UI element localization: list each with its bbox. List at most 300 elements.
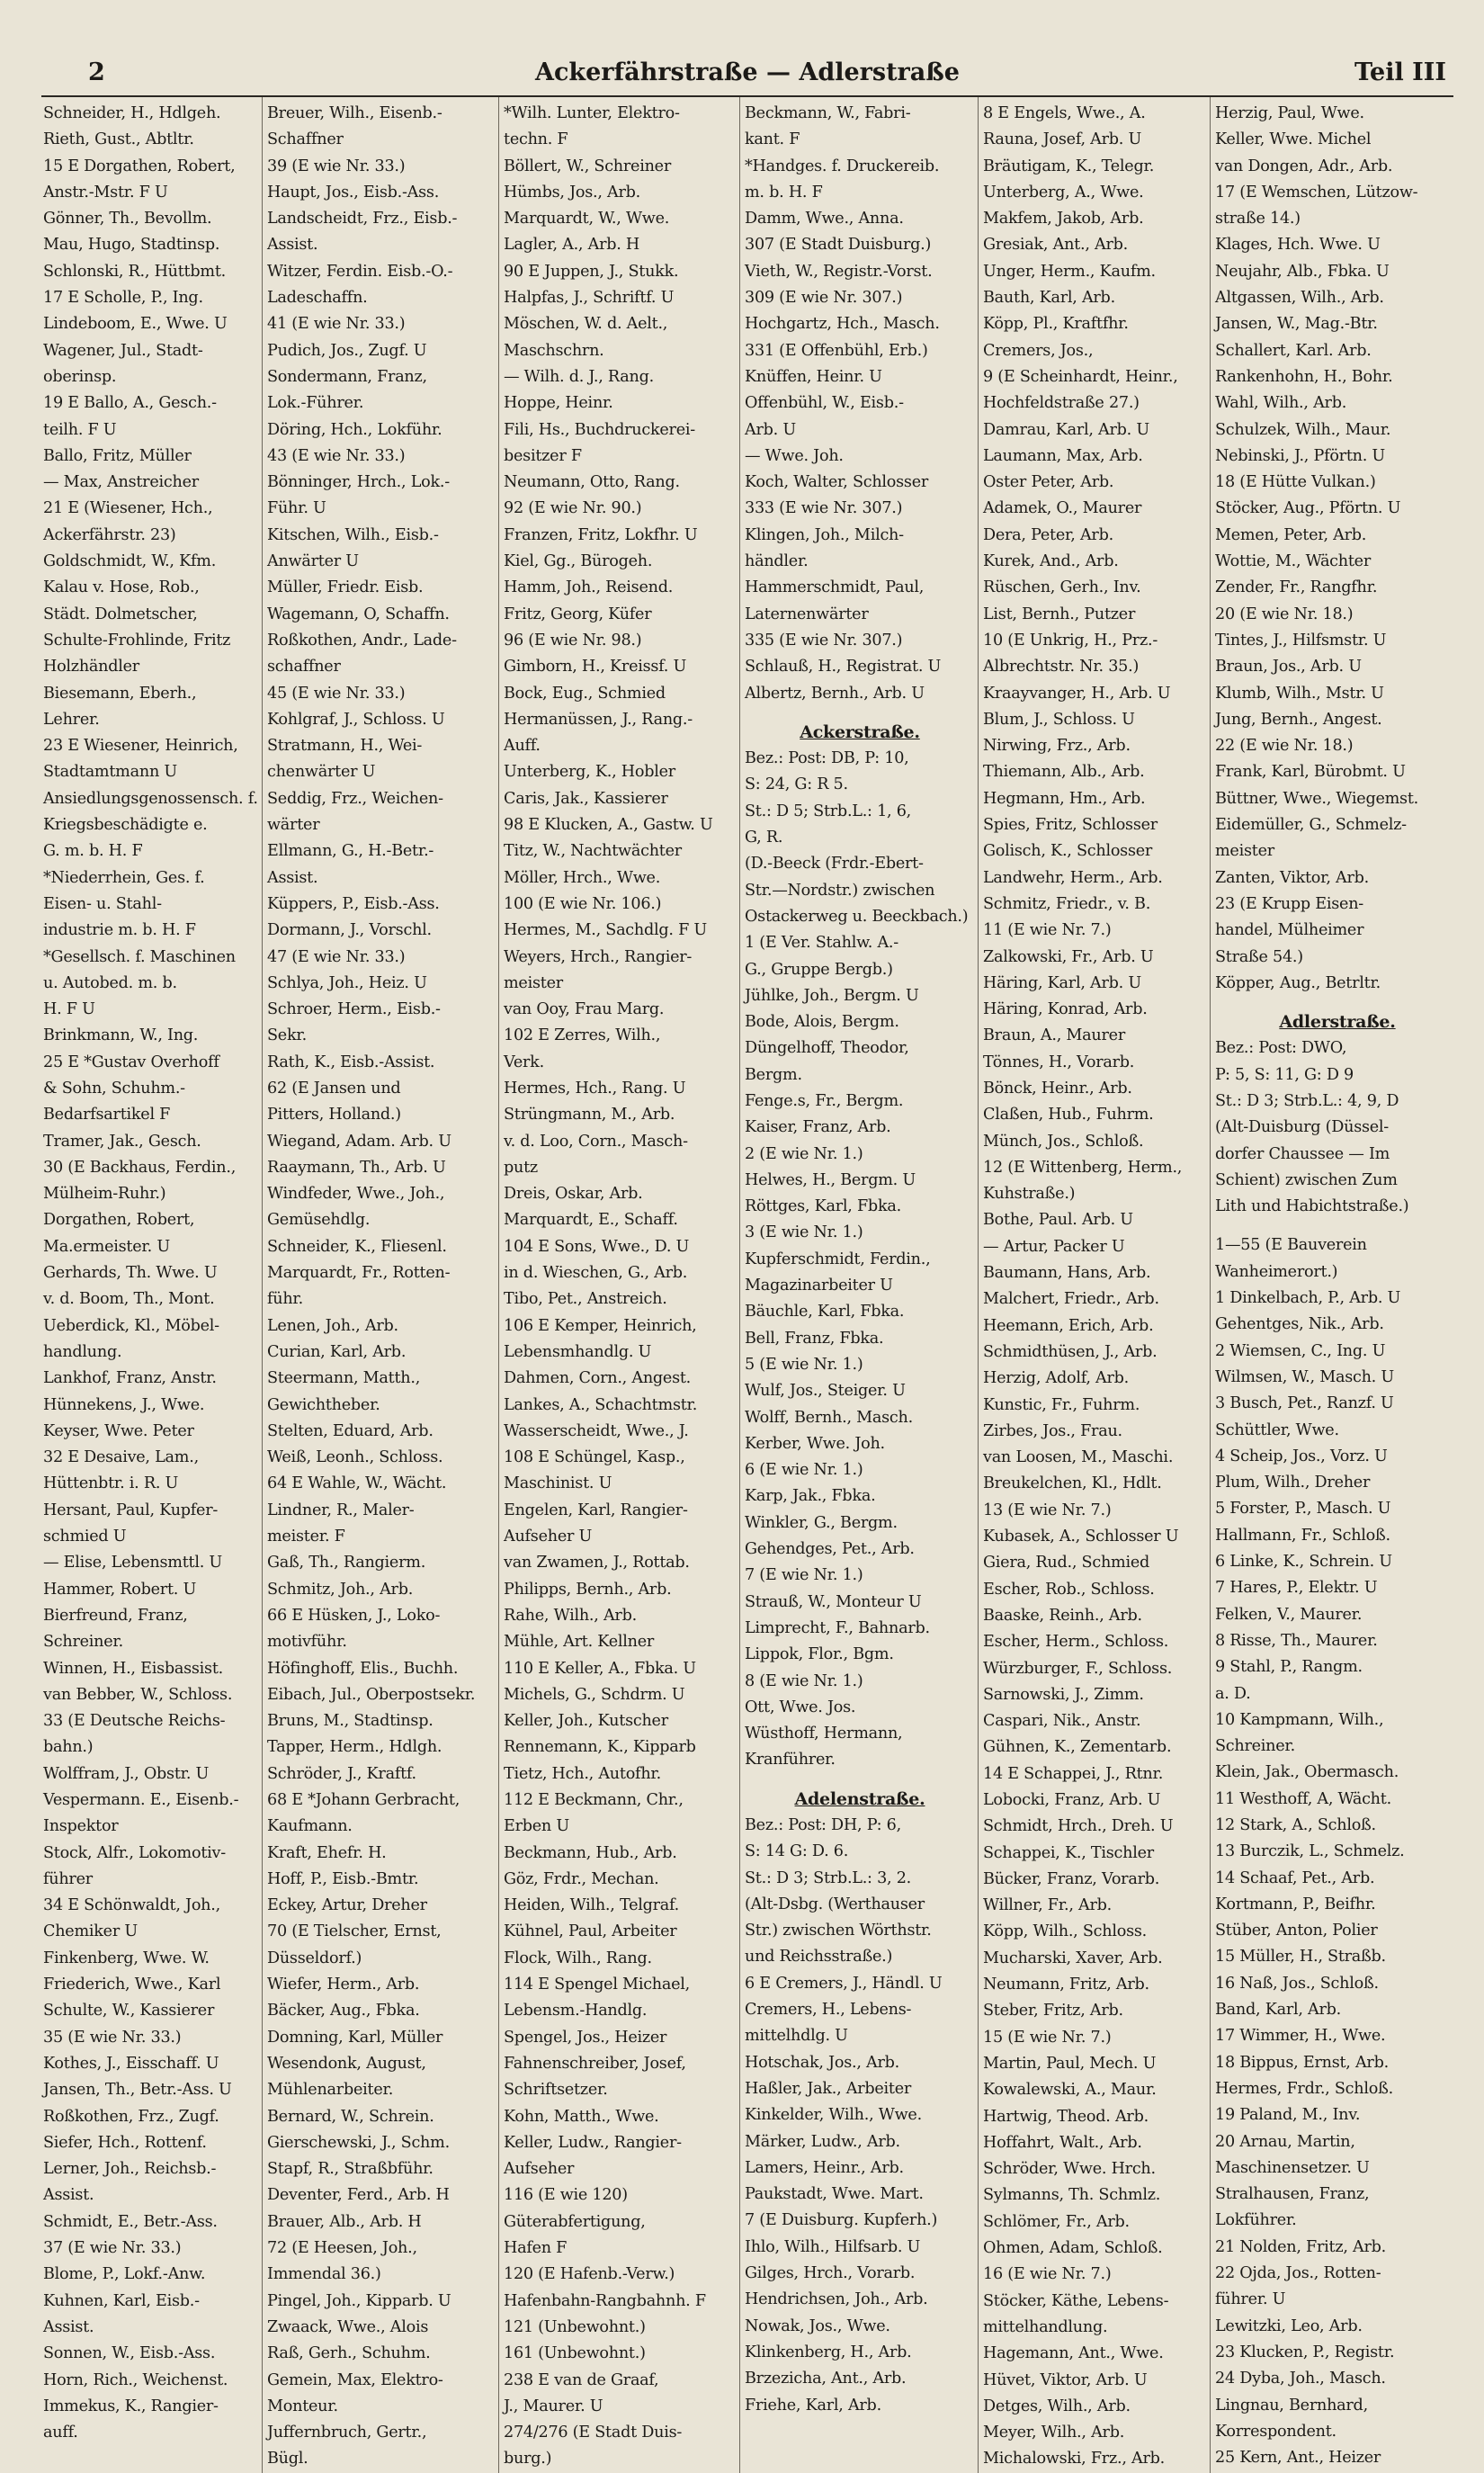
directory-entry: Bönck, Heinr., Arb. bbox=[983, 1079, 1132, 1098]
directory-entry: Baumann, Hans, Arb. bbox=[983, 1264, 1151, 1283]
directory-entry: Breuer, Wilh., Eisenb.- bbox=[267, 104, 443, 122]
directory-entry: Jühlke, Joh., Bergm. U bbox=[745, 986, 919, 1005]
directory-entry: bahn.) bbox=[43, 1738, 94, 1757]
directory-entry: Anwärter U bbox=[267, 552, 359, 571]
directory-entry: Helwes, H., Bergm. U bbox=[745, 1170, 916, 1189]
directory-entry: Adamek, O., Maurer bbox=[983, 499, 1142, 518]
directory-entry: Lankes, A., Schachtmstr. bbox=[504, 1395, 698, 1414]
directory-entry: Hafenbahn-Rangbahnh. F bbox=[504, 2291, 706, 2310]
directory-entry: 11 (E wie Nr. 7.) bbox=[983, 921, 1112, 940]
directory-entry: 35 (E wie Nr. 33.) bbox=[43, 2028, 182, 2047]
directory-entry: Damrau, Karl, Arb. U bbox=[983, 420, 1149, 439]
directory-entry: Friehe, Karl, Arb. bbox=[745, 2396, 881, 2415]
directory-entry: 21 E (Wiesener, Hch., bbox=[43, 499, 213, 518]
directory-entry: Münch, Jos., Schloß. bbox=[983, 1132, 1144, 1151]
directory-entry: St.: D 5; Strb.L.: 1, 6, bbox=[745, 802, 911, 820]
directory-entry: Rahe, Wilh., Arb. bbox=[504, 1606, 637, 1625]
directory-entry: Maschschrn. bbox=[504, 341, 604, 360]
directory-entry: Bauth, Karl, Arb. bbox=[983, 289, 1115, 308]
directory-entry: Hochgartz, Hch., Masch. bbox=[745, 315, 940, 334]
directory-entry: 106 E Kemper, Heinrich, bbox=[504, 1316, 697, 1335]
directory-entry: 7 (E wie Nr. 1.) bbox=[745, 1566, 863, 1585]
directory-entry: Kaufmann. bbox=[267, 1817, 353, 1836]
directory-entry: Schmidt, Hrch., Dreh. U bbox=[983, 1817, 1174, 1836]
directory-entry: 23 Klucken, P., Registr. bbox=[1215, 2343, 1395, 2361]
directory-entry: Hermes, Frdr., Schloß. bbox=[1215, 2079, 1393, 2098]
directory-entry: Pingel, Joh., Kipparb. U bbox=[267, 2291, 451, 2310]
directory-entry: Steermann, Matth., bbox=[267, 1369, 421, 1388]
directory-entry: Spies, Fritz, Schlosser bbox=[983, 816, 1158, 835]
directory-entry: Keyser, Wwe. Peter bbox=[43, 1421, 194, 1440]
directory-entry: Straße 54.) bbox=[1215, 947, 1303, 966]
directory-entry: Eidemüller, G., Schmelz- bbox=[1215, 816, 1407, 835]
directory-entry: 25 E *Gustav Overhoff bbox=[43, 1053, 219, 1071]
directory-entry: Aufseher bbox=[504, 2160, 575, 2179]
directory-entry: Neumann, Otto, Rang. bbox=[504, 473, 680, 492]
directory-entry: Gewichtheber. bbox=[267, 1395, 380, 1414]
directory-entry: 102 E Zerres, Wilh., bbox=[504, 1026, 661, 1045]
directory-entry: — Elise, Lebensmttl. U bbox=[43, 1554, 223, 1573]
directory-entry: Kurek, And., Arb. bbox=[983, 552, 1119, 571]
directory-entry: Kortmann, P., Beifhr. bbox=[1215, 1895, 1376, 1913]
directory-entry: 108 E Schüngel, Kasp., bbox=[504, 1448, 685, 1467]
directory-entry: 120 (E Hafenb.-Verw.) bbox=[504, 2265, 675, 2284]
directory-entry: teilh. F U bbox=[43, 420, 117, 439]
directory-entry: Malchert, Friedr., Arb. bbox=[983, 1290, 1159, 1309]
directory-entry: Lerner, Joh., Reichsb.- bbox=[43, 2160, 217, 2179]
directory-entry: industrie m. b. H. F bbox=[43, 921, 196, 940]
directory-entry: 90 E Juppen, J., Stukk. bbox=[504, 262, 679, 281]
spacer bbox=[745, 707, 975, 720]
directory-entry: 47 (E wie Nr. 33.) bbox=[267, 947, 406, 966]
directory-entry: Seddig, Frz., Weichen- bbox=[267, 789, 443, 808]
directory-entry: Gimborn, H., Kreissf. U bbox=[504, 658, 687, 676]
directory-entry: van Ooy, Frau Marg. bbox=[504, 1000, 665, 1019]
directory-entry: motivführ. bbox=[267, 1633, 347, 1652]
directory-entry: 1—55 (E Bauverein bbox=[1215, 1236, 1367, 1255]
directory-entry: Mülheim-Ruhr.) bbox=[43, 1185, 166, 1204]
directory-entry: Kaiser, Franz, Arb. bbox=[745, 1118, 891, 1137]
directory-entry: Jansen, W., Mag.-Btr. bbox=[1215, 315, 1378, 334]
directory-entry: Breukelchen, Kl., Hdlt. bbox=[983, 1474, 1162, 1493]
directory-entry: 6 E Cremers, J., Händl. U bbox=[745, 1974, 943, 1993]
directory-entry: Hartwig, Theod. Arb. bbox=[983, 2107, 1149, 2126]
directory-entry: Lewitzki, Leo, Arb. bbox=[1215, 2316, 1363, 2335]
directory-entry: Mühle, Art. Kellner bbox=[504, 1633, 655, 1652]
directory-entry: straße 14.) bbox=[1215, 210, 1301, 228]
directory-entry: Philipps, Bernh., Arb. bbox=[504, 1580, 672, 1599]
directory-entry: Ballo, Fritz, Müller bbox=[43, 446, 192, 465]
directory-entry: 23 (E Krupp Eisen- bbox=[1215, 894, 1363, 913]
directory-entry: 9 (E Scheinhardt, Heinr., bbox=[983, 367, 1178, 386]
directory-entry: Klages, Hch. Wwe. U bbox=[1215, 236, 1381, 255]
directory-entry: Marquardt, W., Wwe. bbox=[504, 210, 670, 228]
directory-entry: Würzburger, F., Schloss. bbox=[983, 1659, 1173, 1678]
directory-entry: Schmidt, E., Betr.-Ass. bbox=[43, 2212, 218, 2231]
directory-entry: Küppers, P., Eisb.-Ass. bbox=[267, 894, 440, 913]
directory-entry: Bell, Franz, Fbka. bbox=[745, 1329, 884, 1348]
directory-entry: 41 (E wie Nr. 33.) bbox=[267, 315, 406, 334]
column-6 bbox=[1210, 97, 1462, 2473]
directory-entry: Verk. bbox=[504, 1053, 544, 1071]
directory-entry: Maschinensetzer. U bbox=[1215, 2158, 1370, 2177]
directory-entry: Claßen, Hub., Fuhrm. bbox=[983, 1106, 1154, 1124]
directory-entry: Chemiker U bbox=[43, 1922, 138, 1941]
page-header bbox=[41, 52, 1453, 97]
directory-entry: Paukstadt, Wwe. Mart. bbox=[745, 2185, 924, 2204]
directory-entry: Köpper, Aug., Betrltr. bbox=[1215, 973, 1381, 992]
directory-entry: 39 (E wie Nr. 33.) bbox=[267, 157, 406, 175]
column-5 bbox=[978, 97, 1210, 2473]
directory-entry: Kohn, Matth., Wwe. bbox=[504, 2107, 659, 2126]
directory-entry: 37 (E wie Nr. 33.) bbox=[43, 2239, 182, 2258]
directory-entry: Häring, Karl, Arb. U bbox=[983, 973, 1141, 992]
directory-entry: Wulf, Jos., Steiger. U bbox=[745, 1382, 906, 1401]
directory-entry: — Max, Anstreicher bbox=[43, 473, 199, 492]
directory-entry: 6 Linke, K., Schrein. U bbox=[1215, 1553, 1392, 1572]
directory-entry: Gönner, Th., Bevollm. bbox=[43, 210, 212, 228]
directory-entry: Heemann, Erich, Arb. bbox=[983, 1316, 1154, 1335]
directory-entry: Domning, Karl, Müller bbox=[267, 2028, 443, 2047]
directory-entry: 5 (E wie Nr. 1.) bbox=[745, 1355, 863, 1374]
directory-entry: Schreiner. bbox=[1215, 1737, 1295, 1756]
directory-columns bbox=[41, 97, 1453, 2469]
directory-entry: Hermanüssen, J., Rang.- bbox=[504, 710, 693, 729]
directory-entry: Marquardt, E., Schaff. bbox=[504, 1211, 678, 1230]
directory-entry: Jung, Bernh., Angest. bbox=[1215, 710, 1382, 729]
directory-entry: Lok.-Führer. bbox=[267, 394, 364, 413]
directory-entry: wärter bbox=[267, 816, 320, 835]
directory-entry: kant. F bbox=[745, 130, 800, 149]
directory-entry: Caris, Jak., Kassierer bbox=[504, 789, 668, 808]
directory-entry: Ma.ermeister. U bbox=[43, 1237, 170, 1256]
directory-entry: v. d. Boom, Th., Mont. bbox=[43, 1290, 215, 1309]
directory-entry: Hammerschmidt, Paul, bbox=[745, 578, 925, 597]
directory-entry: 307 (E Stadt Duisburg.) bbox=[745, 236, 932, 255]
directory-entry: Curian, Karl, Arb. bbox=[267, 1342, 407, 1361]
directory-entry: 15 (E wie Nr. 7.) bbox=[983, 2028, 1112, 2047]
directory-entry: Hegmann, Hm., Arb. bbox=[983, 789, 1146, 808]
directory-entry: Dorgathen, Robert, bbox=[43, 1211, 195, 1230]
directory-entry: Wagemann, O, Schaffn. bbox=[267, 605, 450, 623]
directory-entry: Blum, J., Schloss. U bbox=[983, 710, 1135, 729]
directory-entry: Kinkelder, Wilh., Wwe. bbox=[745, 2106, 922, 2125]
directory-entry: Tramer, Jak., Gesch. bbox=[43, 1132, 201, 1151]
directory-entry: Hüttenbtr. i. R. U bbox=[43, 1474, 179, 1493]
directory-entry: 104 E Sons, Wwe., D. U bbox=[504, 1237, 690, 1256]
directory-entry: Kitschen, Wilh., Eisb.- bbox=[267, 525, 439, 544]
directory-entry: Mühlenarbeiter. bbox=[267, 2081, 394, 2100]
directory-entry: Maschinist. U bbox=[504, 1474, 612, 1493]
directory-entry: 4 Scheip, Jos., Vorz. U bbox=[1215, 1447, 1388, 1465]
directory-entry: 34 E Schönwaldt, Joh., bbox=[43, 1896, 220, 1915]
directory-entry: 11 Westhoff, A, Wächt. bbox=[1215, 1789, 1391, 1808]
column-3 bbox=[498, 97, 739, 2473]
directory-entry: Neumann, Fritz, Arb. bbox=[983, 1976, 1149, 1994]
directory-entry: Röttges, Karl, Fbka. bbox=[745, 1197, 901, 1216]
directory-entry: Str.) zwischen Wörthstr. bbox=[745, 1922, 932, 1940]
directory-entry: Rieth, Gust., Abtltr. bbox=[43, 130, 194, 149]
directory-entry: Hoppe, Heinr. bbox=[504, 394, 613, 413]
directory-entry: — Wwe. Joh. bbox=[745, 446, 844, 465]
directory-entry: Willner, Fr., Arb. bbox=[983, 1896, 1112, 1915]
directory-entry: Bode, Alois, Bergm. bbox=[745, 1013, 899, 1032]
directory-entry: Kriegsbeschädigte e. bbox=[43, 816, 208, 835]
directory-entry: Felken, V., Maurer. bbox=[1215, 1605, 1363, 1624]
directory-entry: burg.) bbox=[504, 2450, 552, 2469]
directory-entry: Lamers, Heinr., Arb. bbox=[745, 2158, 904, 2177]
directory-entry: v. d. Loo, Corn., Masch- bbox=[504, 1132, 688, 1151]
directory-entry: Immendal 36.) bbox=[267, 2265, 381, 2284]
directory-entry: & Sohn, Schuhm.- bbox=[43, 1079, 185, 1098]
directory-entry: Limprecht, F., Bahnarb. bbox=[745, 1618, 930, 1637]
directory-entry: 20 Arnau, Martin, bbox=[1215, 2132, 1355, 2151]
directory-entry: Korrespondent. bbox=[1215, 2422, 1336, 2441]
directory-entry: Plum, Wilh., Dreher bbox=[1215, 1474, 1371, 1492]
directory-entry: Gerhards, Th. Wwe. U bbox=[43, 1264, 218, 1283]
directory-entry: Roßkothen, Frz., Zugf. bbox=[43, 2107, 219, 2126]
directory-entry: Stadtamtmann U bbox=[43, 763, 177, 782]
directory-entry: Schröder, J., Kraftf. bbox=[267, 1764, 416, 1783]
directory-entry: Landwehr, Herm., Arb. bbox=[983, 868, 1163, 887]
directory-entry: Strüngmann, M., Arb. bbox=[504, 1106, 675, 1124]
directory-entry: Braun, A., Maurer bbox=[983, 1026, 1125, 1045]
directory-entry: Karp, Jak., Fbka. bbox=[745, 1487, 876, 1506]
directory-entry: Zirbes, Jos., Frau. bbox=[983, 1421, 1122, 1440]
directory-entry: Bernard, W., Schrein. bbox=[267, 2107, 434, 2126]
directory-entry: van Loosen, M., Maschi. bbox=[983, 1448, 1174, 1467]
directory-entry: Siefer, Hch., Rottenf. bbox=[43, 2133, 207, 2152]
directory-entry: Schlauß, H., Registrat. U bbox=[745, 658, 942, 676]
directory-entry: Stralhausen, Franz, bbox=[1215, 2185, 1370, 2204]
directory-entry: Klingen, Joh., Milch- bbox=[745, 525, 904, 544]
directory-entry: Assist. bbox=[43, 2186, 94, 2205]
directory-entry: 333 (E wie Nr. 307.) bbox=[745, 499, 903, 518]
directory-entry: Wolff, Bernh., Masch. bbox=[745, 1408, 913, 1427]
directory-entry: Köpp, Pl., Kraftfhr. bbox=[983, 315, 1129, 334]
directory-entry: Städt. Dolmetscher, bbox=[43, 605, 198, 623]
directory-entry: Monteur. bbox=[267, 2397, 338, 2415]
directory-entry: m. b. H. F bbox=[745, 183, 823, 202]
directory-entry: Hünnekens, J., Wwe. bbox=[43, 1395, 205, 1414]
directory-entry: Golisch, K., Schlosser bbox=[983, 842, 1153, 861]
directory-entry: Haupt, Jos., Eisb.-Ass. bbox=[267, 183, 440, 202]
directory-entry: Hermes, M., Sachdlg. F U bbox=[504, 921, 707, 940]
directory-entry: Hoffahrt, Walt., Arb. bbox=[983, 2133, 1142, 2152]
directory-entry: Schlömer, Fr., Arb. bbox=[983, 2212, 1130, 2231]
directory-entry: Lingnau, Bernhard, bbox=[1215, 2396, 1368, 2415]
directory-entry: putz bbox=[504, 1158, 538, 1177]
directory-entry: Tintes, J., Hilfsmstr. U bbox=[1215, 631, 1387, 650]
directory-entry: Köpp, Wilh., Schloss. bbox=[983, 1922, 1147, 1941]
directory-entry: Inspektor bbox=[43, 1817, 119, 1836]
directory-entry: van Bebber, W., Schloss. bbox=[43, 1685, 233, 1704]
directory-entry: Kühnel, Paul, Arbeiter bbox=[504, 1922, 677, 1941]
directory-entry: Steber, Fritz, Arb. bbox=[983, 2002, 1123, 2021]
directory-entry: Bügl. bbox=[267, 2450, 308, 2469]
directory-entry: Lankhof, Franz, Anstr. bbox=[43, 1369, 217, 1388]
directory-entry: auff. bbox=[43, 2424, 78, 2442]
directory-entry: Halpfas, J., Schriftf. U bbox=[504, 289, 675, 308]
directory-entry: Lagler, A., Arb. H bbox=[504, 236, 640, 255]
directory-entry: Fili, Hs., Buchdruckerei- bbox=[504, 420, 695, 439]
directory-entry: Meyer, Wilh., Arb. bbox=[983, 2424, 1125, 2442]
directory-entry: handel, Mülheimer bbox=[1215, 921, 1364, 940]
directory-entry: 66 E Hüsken, J., Loko- bbox=[267, 1606, 441, 1625]
directory-entry: Kiel, Gg., Bürogeh. bbox=[504, 552, 653, 571]
directory-entry: (Alt-Duisburg (Düssel- bbox=[1215, 1118, 1390, 1137]
directory-entry: Gemüsehdlg. bbox=[267, 1211, 371, 1230]
directory-entry: S: 14 G: D. 6. bbox=[745, 1842, 849, 1861]
directory-entry: Schlonski, R., Hüttbmt. bbox=[43, 262, 226, 281]
directory-entry: 96 (E wie Nr. 98.) bbox=[504, 631, 642, 650]
directory-entry: Ott, Wwe. Jos. bbox=[745, 1698, 856, 1716]
directory-entry: (Alt-Dsbg. (Werthauser bbox=[745, 1895, 925, 1913]
directory-entry: Spengel, Jos., Heizer bbox=[504, 2028, 667, 2047]
directory-entry: van Zwamen, J., Rottab. bbox=[504, 1554, 690, 1573]
directory-entry: meister. F bbox=[267, 1528, 345, 1546]
directory-entry: Stöcker, Käthe, Lebens- bbox=[983, 2291, 1169, 2310]
directory-entry: 161 (Unbewohnt.) bbox=[504, 2344, 646, 2363]
street-heading: Ackerstraße. bbox=[800, 721, 920, 742]
column-4 bbox=[739, 97, 978, 2473]
directory-entry: 10 Kampmann, Wilh., bbox=[1215, 1710, 1384, 1729]
directory-entry: 335 (E wie Nr. 307.) bbox=[745, 631, 903, 650]
directory-entry: Stock, Alfr., Lokomotiv- bbox=[43, 1843, 226, 1862]
directory-entry: Hamm, Joh., Reisend. bbox=[504, 578, 674, 597]
directory-entry: 331 (E Offenbühl, Erb.) bbox=[745, 341, 928, 360]
directory-entry: 238 E van de Graaf, bbox=[504, 2370, 659, 2389]
directory-entry: Döring, Hch., Lokführ. bbox=[267, 420, 443, 439]
directory-entry: Str.—Nordstr.) zwischen bbox=[745, 881, 935, 900]
directory-entry: Knüffen, Heinr. U bbox=[745, 367, 882, 386]
directory-entry: G., Gruppe Bergb.) bbox=[745, 960, 893, 979]
directory-entry: Laumann, Max, Arb. bbox=[983, 446, 1143, 465]
directory-entry: Ihlo, Wilh., Hilfsarb. U bbox=[745, 2237, 921, 2256]
directory-entry: (D.-Beeck (Frdr.-Ebert- bbox=[745, 855, 924, 874]
directory-entry: H. F U bbox=[43, 1000, 95, 1019]
directory-entry: dorfer Chaussee — Im bbox=[1215, 1144, 1390, 1163]
directory-entry: Brauer, Alb., Arb. H bbox=[267, 2212, 422, 2231]
directory-entry: schaffner bbox=[267, 658, 341, 676]
directory-entry: Eibach, Jul., Oberpostsekr. bbox=[267, 1685, 476, 1704]
directory-entry: Bäuchle, Karl, Fbka. bbox=[745, 1303, 905, 1322]
directory-entry: 16 Naß, Jos., Schloß. bbox=[1215, 1974, 1379, 1993]
directory-entry: Hotschak, Jos., Arb. bbox=[745, 2053, 899, 2072]
directory-entry: Brinkmann, W., Ing. bbox=[43, 1026, 199, 1045]
directory-entry: Wesendonk, August, bbox=[267, 2054, 426, 2073]
directory-entry: Finkenberg, Wwe. W. bbox=[43, 1949, 210, 1967]
directory-entry: techn. F bbox=[504, 130, 568, 149]
directory-entry: 15 Müller, H., Straßb. bbox=[1215, 1948, 1386, 1967]
directory-entry: Möschen, W. d. Aelt., bbox=[504, 315, 668, 334]
directory-entry: Bücker, Franz, Vorarb. bbox=[983, 1869, 1160, 1888]
directory-entry: Makfem, Jakob, Arb. bbox=[983, 210, 1144, 228]
directory-entry: Fenge.s, Fr., Bergm. bbox=[745, 1091, 904, 1110]
directory-entry: Ohmen, Adam, Schloß. bbox=[983, 2239, 1163, 2258]
directory-entry: St.: D 3; Strb.L.: 4, 9, D bbox=[1215, 1091, 1399, 1110]
directory-entry: 17 (E Wemschen, Lützow- bbox=[1215, 183, 1418, 202]
directory-entry: mittelhandlung. bbox=[983, 2317, 1108, 2336]
directory-entry: Detges, Wilh., Arb. bbox=[983, 2397, 1131, 2415]
directory-entry: Unger, Herm., Kaufm. bbox=[983, 262, 1156, 281]
directory-entry: Stratmann, H., Wei- bbox=[267, 737, 423, 756]
directory-entry: Hammer, Robert. U bbox=[43, 1580, 197, 1599]
directory-entry: Lokführer. bbox=[1215, 2211, 1297, 2230]
directory-entry: 20 (E wie Nr. 18.) bbox=[1215, 605, 1354, 623]
directory-entry: Dera, Peter, Arb. bbox=[983, 525, 1113, 544]
directory-entry: Jansen, Th., Betr.-Ass. U bbox=[43, 2081, 232, 2100]
directory-entry: 13 Burczik, L., Schmelz. bbox=[1215, 1842, 1405, 1861]
directory-entry: Biesemann, Eberh., bbox=[43, 684, 197, 703]
directory-entry: Märker, Ludw., Arb. bbox=[745, 2132, 900, 2151]
directory-entry: 116 (E wie 120) bbox=[504, 2186, 628, 2205]
street-heading: Adlerstraße. bbox=[1279, 1012, 1396, 1033]
directory-entry: Düsseldorf.) bbox=[267, 1949, 362, 1967]
directory-entry: 30 (E Backhaus, Ferdin., bbox=[43, 1158, 237, 1177]
directory-entry: Schulte, W., Kassierer bbox=[43, 2002, 215, 2021]
directory-entry: Raß, Gerh., Schuhm. bbox=[267, 2344, 431, 2363]
directory-entry: meister bbox=[1215, 842, 1274, 861]
directory-entry: Bez.: Post: DWO, bbox=[1215, 1039, 1347, 1058]
directory-entry: Hallmann, Fr., Schloß. bbox=[1215, 1526, 1390, 1545]
directory-entry: Dahmen, Corn., Angest. bbox=[504, 1369, 692, 1388]
directory-entry: 3 (E wie Nr. 1.) bbox=[745, 1223, 863, 1242]
directory-entry: 19 E Ballo, A., Gesch.- bbox=[43, 394, 217, 413]
directory-entry: 309 (E wie Nr. 307.) bbox=[745, 289, 903, 308]
directory-entry: Klinkenberg, H., Arb. bbox=[745, 2343, 912, 2361]
directory-entry: Bock, Eug., Schmied bbox=[504, 684, 666, 703]
directory-entry: Damm, Wwe., Anna. bbox=[745, 210, 904, 228]
directory-entry: Dormann, J., Vorschl. bbox=[267, 921, 432, 940]
directory-entry: Deventer, Ferd., Arb. H bbox=[267, 2186, 450, 2205]
directory-entry: Bäcker, Aug., Fbka. bbox=[267, 2002, 420, 2021]
directory-entry: List, Bernh., Putzer bbox=[983, 605, 1136, 623]
directory-entry: Schroer, Herm., Eisb.- bbox=[267, 1000, 441, 1019]
directory-entry: besitzer F bbox=[504, 446, 582, 465]
directory-entry: Keller, Joh., Kutscher bbox=[504, 1712, 668, 1731]
directory-entry: Nirwing, Frz., Arb. bbox=[983, 737, 1131, 756]
directory-entry: Hersant, Paul, Kupfer- bbox=[43, 1501, 219, 1519]
directory-entry: Rüschen, Gerh., Inv. bbox=[983, 578, 1141, 597]
directory-entry: Herzig, Adolf, Arb. bbox=[983, 1369, 1129, 1388]
directory-entry: 274/276 (E Stadt Duis- bbox=[504, 2424, 683, 2442]
directory-entry: Fritz, Georg, Küfer bbox=[504, 605, 652, 623]
directory-entry: 62 (E Jansen und bbox=[267, 1079, 401, 1098]
directory-entry: Oster Peter, Arb. bbox=[983, 473, 1114, 492]
directory-entry: Martin, Paul, Mech. U bbox=[983, 2054, 1157, 2073]
directory-entry: — Wilh. d. J., Rang. bbox=[504, 367, 654, 386]
directory-entry: Lebensm.-Handlg. bbox=[504, 2002, 648, 2021]
directory-entry: 98 E Klucken, A., Gastw. U bbox=[504, 816, 713, 835]
directory-entry: 14 Schaaf, Pet., Arb. bbox=[1215, 1868, 1375, 1887]
directory-entry: 114 E Spengel Michael, bbox=[504, 1976, 691, 1994]
directory-entry: Kraayvanger, H., Arb. U bbox=[983, 684, 1171, 703]
directory-entry: 12 (E Wittenberg, Herm., bbox=[983, 1158, 1183, 1177]
directory-entry: 6 (E wie Nr. 1.) bbox=[745, 1461, 863, 1480]
directory-entry: Strauß, W., Monteur U bbox=[745, 1592, 922, 1611]
directory-entry: Hagemann, Ant., Wwe. bbox=[983, 2344, 1164, 2363]
directory-entry: Raaymann, Th., Arb. U bbox=[267, 1158, 446, 1177]
directory-entry: Zender, Fr., Rangfhr. bbox=[1215, 578, 1378, 597]
directory-entry: 32 E Desaive, Lam., bbox=[43, 1448, 199, 1467]
directory-entry: Nowak, Jos., Wwe. bbox=[745, 2316, 890, 2335]
directory-entry: 100 (E wie Nr. 106.) bbox=[504, 894, 662, 913]
directory-entry: Kerber, Wwe. Joh. bbox=[745, 1434, 885, 1453]
column-2 bbox=[262, 97, 498, 2473]
directory-entry: schmied U bbox=[43, 1528, 127, 1546]
directory-entry: Fahnenschreiber, Josef, bbox=[504, 2054, 686, 2073]
